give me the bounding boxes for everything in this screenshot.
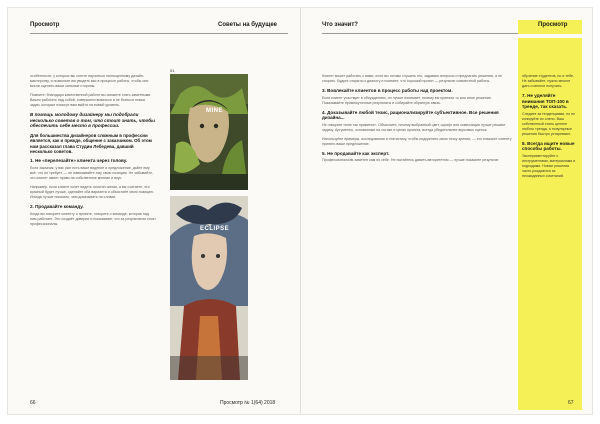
section-heading: 5. Не продавайте как эксперт. [322, 150, 390, 156]
issue-label: Просмотр № 1(64) 2018 [220, 400, 276, 406]
paragraph: Клиент может работать с вами, если вы готовы слушать его, задавать вопросы и предлагать решения, а не спорить. Будьте открыты к диалогу и помните, что хороший проект — результат совместной работы. [322, 74, 502, 83]
section-heading: 2. Продавайте команду. [30, 204, 84, 209]
sidebar-text-column [522, 74, 578, 183]
intro-text: Для большинства дизайнеров сложным в профессии является, как и прежде, общение с заказчиком. Об этом нам рассказал глава Студии Лебедева, давший несколько советов. [30, 132, 152, 154]
poster-top-art [170, 74, 248, 190]
section-heading: 3. Вовлекайте клиентов в процесс работы над проектом. [322, 88, 453, 93]
paragraph: Не говорите «мне так нравится». Объясните, почему выбранный цвет, шрифт или композиция лучше решают задачу. Аргументы, основанные на логике и целях проекта, всегда убедительнее вкусовых оценок. [322, 122, 506, 132]
paragraph: Если заказчик, у вас уже есть ваше видение и предложение, дайте ему всё, что он требует, — не навязывайте ему свою позицию. Не забывайте, что клиент имеет право на собственное мнение и вкус. [30, 166, 153, 180]
right-header-rule [322, 33, 518, 34]
right-header-magazine: Просмотр [538, 22, 568, 28]
paragraph: Профессионализм заметен сам по себе. Не пытайтесь давить авторитетом — лучше покажите результат. [322, 158, 499, 163]
pull-quote: В помощь молодому дизайнеру мы подобрали несколько советов о том, что стоит знать, чтобы обеспечить себе место в профессии. [30, 112, 156, 129]
right-page-number: 67 [568, 400, 574, 406]
paragraph: Используйте примеры, исследования и статистику, чтобы подкрепить свою точку зрения, — это поможет клиенту принять ваше предложение. [322, 136, 512, 146]
paragraph: обучение студентов, но и тебе. Не забывайте, нужно многое дать и многое получить. [522, 74, 574, 88]
paragraph: Например, если клиент хочет видеть логотип синим, а вы считаете, что красный будет лучше, сделайте оба варианта и объясните свою позицию. Иногда лучше показать, чем доказывать на словах. [30, 185, 154, 199]
paragraph: Следите за тенденциями, но не копируйте их слепо. Ваш собственный стиль ценнее любого тренда, а популярные решения быстро устаревают. [522, 111, 576, 136]
left-text-column [30, 74, 156, 231]
left-page-number: 66 [30, 400, 36, 406]
paragraph: Когда вы говорите клиенту о проекте, говорите о команде, которая над ним работает. Это создаёт доверие и показывает, что за результатом стоят профессионалы. [30, 211, 156, 226]
poster-bottom-image [170, 196, 248, 380]
poster-top-image [170, 74, 248, 190]
page-gutter [300, 8, 301, 414]
section-heading: 4. Доказывайте любой тезис, рационализируйте субъективное. Все решения дизайна... [322, 109, 499, 121]
paragraph: Помните: благодаря качественной работе вы сможете стать заметными. Важно работать над собой, совершенствоваться и не бояться новых задач, которые помогут вам выйти на новый уровень. [30, 93, 152, 107]
section-heading: 1. Не «перелезайте» клиента через голову. [30, 158, 128, 164]
poster-top-title: MINE [206, 108, 223, 114]
left-header-magazine: Просмотр [30, 22, 60, 28]
poster-bottom-art [170, 196, 248, 380]
left-header-rule [30, 33, 288, 34]
section-heading: 7. Не уделяйте внимания ТОП-100 в тренде, так сказать. [522, 93, 569, 110]
yellow-sidebar [518, 38, 582, 410]
paragraph: Экспериментируйте с инструментами, материалами и подходами. Новые решения часто рождаются из неожиданных сочетаний. [522, 153, 576, 178]
poster-caption: 01 [170, 68, 175, 73]
middle-text-column [322, 74, 512, 167]
poster-bottom-title: ECLIPSE [200, 226, 230, 232]
paragraph: особенности, у которых вы хотите научиться полноценному дизайн-мастерству, и позвольте им увидеть вас в процессе работы, чтобы они могли оценить ваши сильные стороны. [30, 74, 149, 88]
section-heading: 8. Всегда ищите новые способы работы. [522, 140, 575, 152]
paragraph: Если клиент участвует в обсуждениях, он лучше понимает, почему вы приняли то или иное решение. Показывайте промежуточные результаты и собирайте обратную связь. [322, 95, 492, 105]
right-header-section: Что значит? [322, 22, 358, 28]
left-header-section: Советы на будущее [218, 22, 277, 28]
